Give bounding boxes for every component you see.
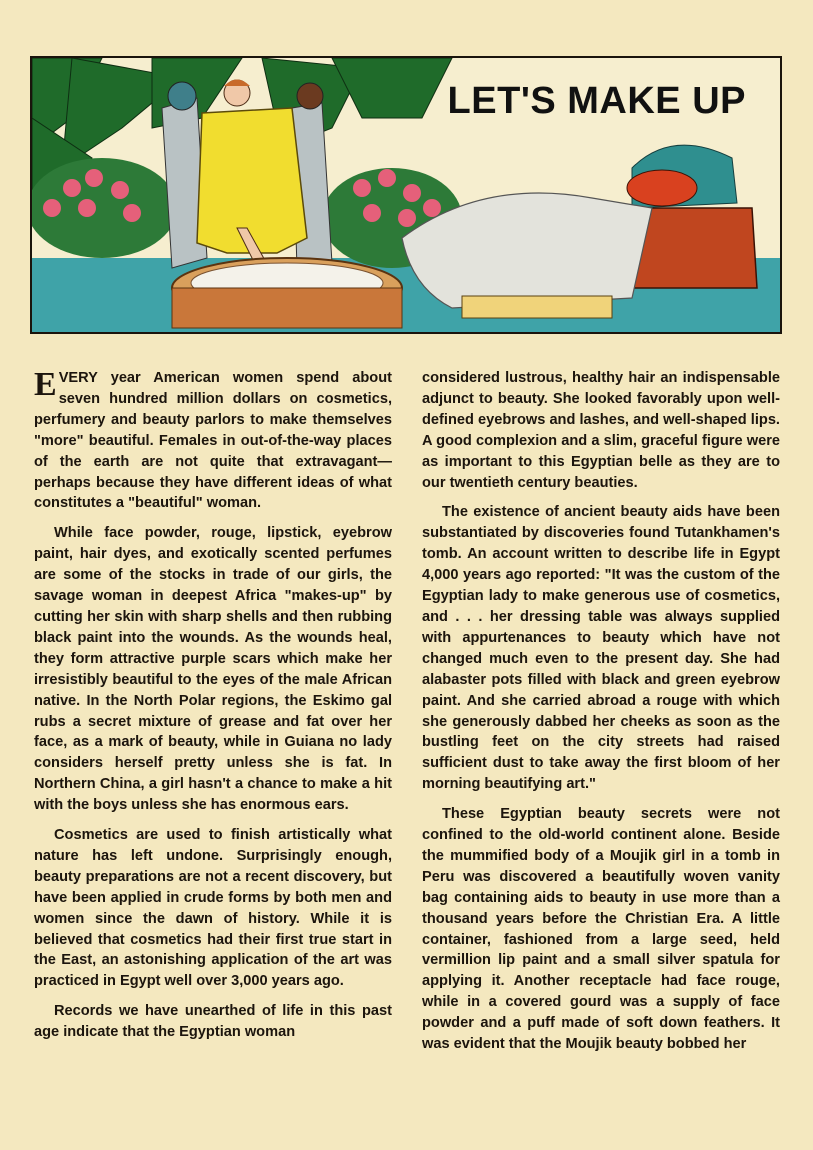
paragraph: These Egyptian beauty secrets were not confined to the old-world continent alone. Beside the mummified body of a Moujik girl in a tomb in Peru was discovered a beautifully woven vanity bag containing aids to beauty in use more than a thousand years before the Christian Era. A little container, fashioned from a large seed, held vermillion lip paint and a small silver spatula for applying it. Another receptacle had face rouge, while in a covered gourd was a supply of face powder and a puff made of soft down feathers. It was evident that the Moujik beauty bobbed her (422, 806, 780, 1053)
paragraph: While face powder, rouge, lipstick, eyebrow paint, hair dyes, and exotically scented perfumes are some of the stocks in trade of our girls, the savage woman in deepest Africa "makes-up" by cutting her skin with sharp shells and then rubbing black paint into the wounds. As the wounds heal, they form attractive purple scars which make her irresistibly beautiful to the eyes of the male African native. In the North Polar regions, the Eskimo gal rubs a secret mixture of grease and fat over her face, as a mark of beauty, while in Guiana no lady considers herself pretty unless she is fat. In Northern China, a girl hasn't a chance to make a hit with the boys unless she has enormous ears. (34, 525, 392, 814)
paragraph: The existence of ancient beauty aids have been substantiated by discoveries found Tutankhamen's tomb. An account written to describe life in Egypt 4,000 years ago reported: "It was the custom of the Egyptian lady to make generous use of cosmetics, and . . . her dressing table was always supplied with appurtenances to beauty which have not changed much even to the present day. She had alabaster pots filled with black and green eyebrow paint. And she carried abroad a rouge with which she generously dabbed her cheeks as soon as the bustling feet on the city streets had raised sufficient dust to take away the first bloom of her morning beautifying art." (422, 504, 780, 793)
paragraph: Cosmetics are used to finish artistically what nature has left undone. Surprisingly enough, beauty preparations are not a recent discovery, but have been applied in crude forms by both men and women since the dawn of history. While it is believed that cosmetics had their first true start in the East, an astonishing application of the art was practiced in Egypt well over 3,000 years ago. (34, 827, 392, 990)
paragraph: Records we have unearthed of life in this past age indicate that the Egyptian woman (34, 1003, 392, 1041)
article-body (34, 368, 784, 1138)
paragraph-text: VERY year American women spend about seven hundred million dollars on cosmetics, perfumery and beauty parlors to make themselves "more" beautiful. Females in out-of-the-way places of the earth are not quite that extravagant—perhaps because they have different ideas of what constitutes a "beautiful" woman. (34, 370, 392, 512)
paragraph: considered lustrous, healthy hair an indispensable adjunct to beauty. She looked favorably upon well-defined eyebrows and lashes, and well-shaped lips. A good complexion and a slim, graceful figure were as important to this Egyptian belle as they are to our twentieth century beauties. (422, 370, 780, 491)
paragraph (34, 368, 392, 514)
illustration-panel (30, 56, 782, 334)
article-column-left (34, 368, 392, 1052)
article-column-right (422, 368, 780, 1064)
page-title: LET'S MAKE UP (447, 80, 746, 122)
drop-cap: E (34, 366, 57, 403)
